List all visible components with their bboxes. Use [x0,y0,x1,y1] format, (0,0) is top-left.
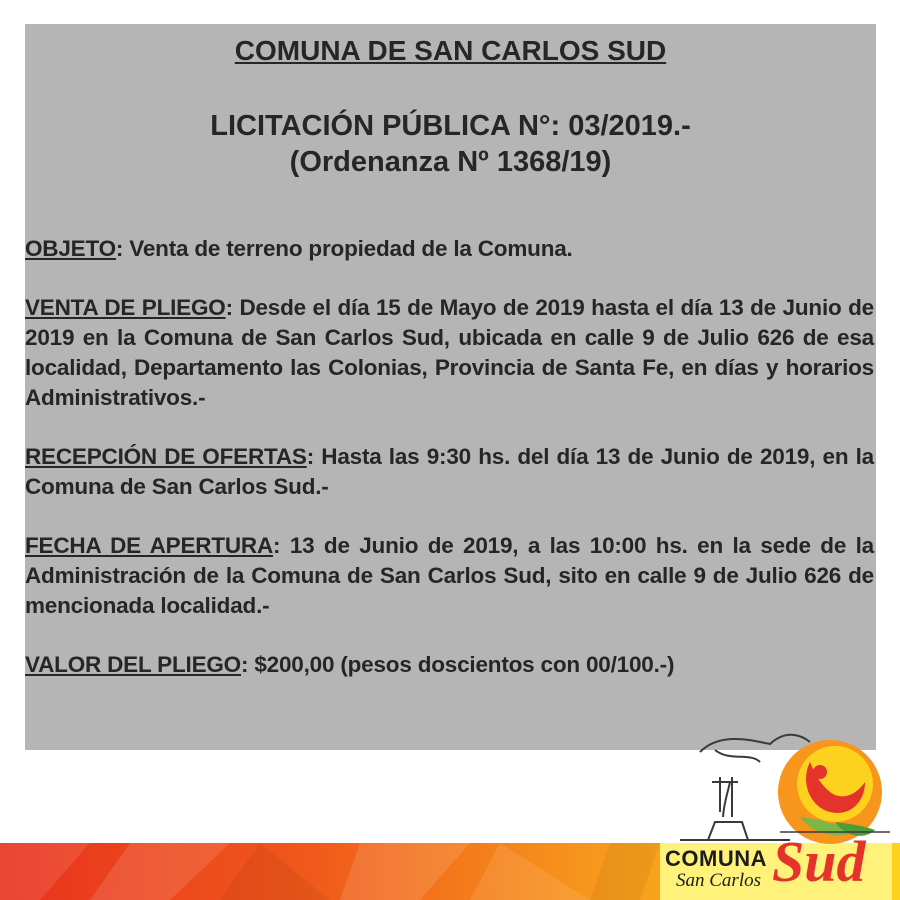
page-title: COMUNA DE SAN CARLOS SUD [234,35,667,66]
logo-san-carlos-text: San Carlos [676,870,761,891]
section-text: : Desde el día 15 de Mayo de 2019 hasta el día 13 de Junio de 2019 en la Comuna de San Carlos Sud, ubicada en calle 9 de Julio 626 de esa localidad, Departamento las Colonias, Provincia de Santa Fe, en días y horarios Administrativos.- [25,295,874,410]
logo-sud-text: Sud [772,829,866,894]
section-label: RECEPCIÓN DE OFERTAS [25,444,307,469]
section-text: : Hasta las 9:30 hs. del día 13 de Junio de 2019, en la Comuna de San Carlos Sud.- [25,444,874,499]
section-label: FECHA DE APERTURA [25,533,274,558]
section-venta-de-pliego [25,293,874,413]
logo-comuna-text: COMUNA [665,846,767,871]
section-label: OBJETO [25,236,116,261]
notice-sections [25,234,876,680]
section-text: : Venta de terreno propiedad de la Comuna. [115,236,573,261]
ordinance-number: (Ordenanza Nº 1368/19) [289,146,612,178]
section-objeto [25,234,874,264]
section-fecha-de-apertura [25,531,874,621]
section-label: VENTA DE PLIEGO [25,295,226,320]
section-text: : $200,00 (pesos doscientos con 00/100.-) [241,652,675,677]
tender-number: LICITACIÓN PÚBLICA N°: 03/2019.- [210,110,691,142]
section-recepcion-de-ofertas [25,442,874,502]
notice-panel [25,24,876,750]
section-label: VALOR DEL PLIEGO [25,652,241,677]
section-text: : 13 de Junio de 2019, a las 10:00 hs. en la sede de la Administración de la Comuna de San Carlos Sud, sito en calle 9 de Julio 626 de mencionada localidad.- [25,533,874,618]
section-valor-del-pliego [25,650,874,680]
